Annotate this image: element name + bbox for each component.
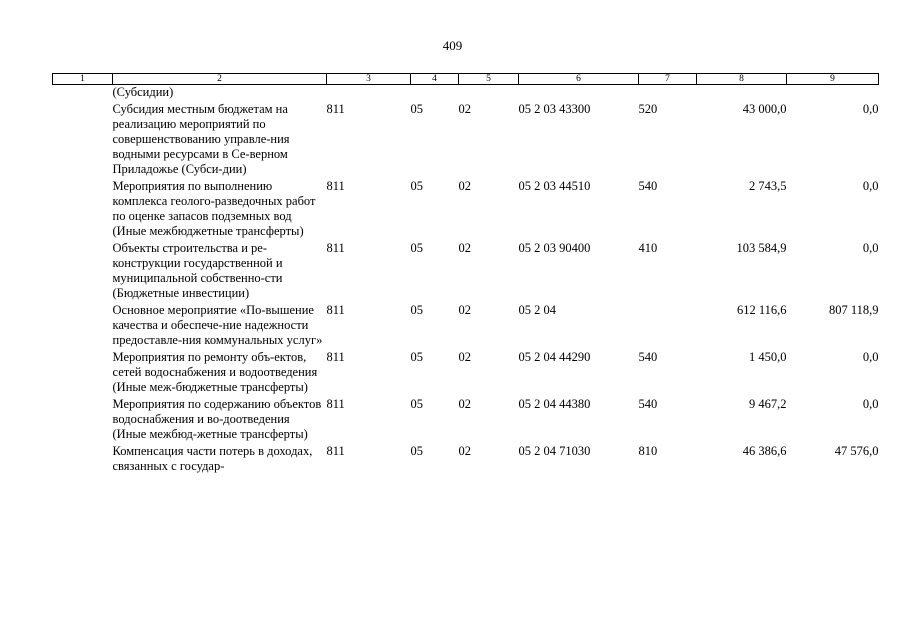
row-section: 05 xyxy=(410,241,423,255)
row-ministry-code: 811 xyxy=(326,350,345,364)
continuation-text: (Субсидии) xyxy=(112,85,174,99)
row-name: Субсидия местным бюджетам на реализацию мероприятий по совершенствованию управле-ния водными ресурсами в Се-верном Приладожье (Субси-дии) xyxy=(112,102,290,176)
row-name: Объекты строительства и ре-конструкции государственной и муниципальной собственно-сти (Бюджетные инвестиции) xyxy=(112,241,283,300)
table-row xyxy=(53,239,879,301)
row-subsection: 02 xyxy=(458,241,471,255)
row-amount-1: 43 000,0 xyxy=(742,102,787,116)
row-ministry-code: 811 xyxy=(326,102,345,116)
row-target-article: 05 2 04 44290 xyxy=(518,350,591,364)
row-name: Мероприятия по ремонту объ-ектов, сетей водоснабжения и водоотведения (Иные меж-бюджетные трансферты) xyxy=(112,350,318,394)
row-subsection: 02 xyxy=(458,350,471,364)
table-row xyxy=(53,442,879,474)
table-row xyxy=(53,348,879,395)
row-expense-type: 540 xyxy=(638,179,658,193)
row-ministry-code: 811 xyxy=(326,179,345,193)
row-target-article: 05 2 04 44380 xyxy=(518,397,591,411)
table-row xyxy=(53,301,879,348)
table-row xyxy=(53,177,879,239)
row-section: 05 xyxy=(410,397,423,411)
row-amount-2: 0,0 xyxy=(862,397,879,411)
row-amount-2: 807 118,9 xyxy=(828,303,879,317)
row-amount-2: 0,0 xyxy=(862,241,879,255)
row-target-article: 05 2 03 90400 xyxy=(518,241,591,255)
row-section: 05 xyxy=(410,303,423,317)
row-amount-1: 612 116,6 xyxy=(736,303,787,317)
row-subsection: 02 xyxy=(458,179,471,193)
header-col-4: 4 xyxy=(411,74,459,85)
row-target-article: 05 2 03 43300 xyxy=(518,102,591,116)
row-target-article: 05 2 04 xyxy=(518,303,556,317)
header-col-1: 1 xyxy=(53,74,113,85)
header-col-9: 9 xyxy=(787,74,879,85)
row-subsection: 02 xyxy=(458,303,471,317)
row-expense-type: 410 xyxy=(638,241,658,255)
row-amount-2: 0,0 xyxy=(862,179,879,193)
table-row xyxy=(53,395,879,442)
row-expense-type: 810 xyxy=(638,444,658,458)
header-col-2: 2 xyxy=(113,74,327,85)
row-expense-type xyxy=(639,301,697,348)
row-section: 05 xyxy=(410,179,423,193)
header-col-3: 3 xyxy=(327,74,411,85)
row-ministry-code: 811 xyxy=(326,397,345,411)
row-section: 05 xyxy=(410,444,423,458)
row-amount-2: 0,0 xyxy=(862,102,879,116)
header-col-6: 6 xyxy=(519,74,639,85)
header-col-5: 5 xyxy=(459,74,519,85)
row-section: 05 xyxy=(410,350,423,364)
row-amount-2: 0,0 xyxy=(862,350,879,364)
header-col-8: 8 xyxy=(697,74,787,85)
row-expense-type: 540 xyxy=(638,350,658,364)
row-section: 05 xyxy=(410,102,423,116)
row-target-article: 05 2 03 44510 xyxy=(518,179,591,193)
row-name: Основное мероприятие «По-вышение качества и обеспече-ние надежности предоставле-ния коммунальных услуг» xyxy=(112,303,323,347)
row-amount-1: 9 467,2 xyxy=(749,397,787,411)
row-ministry-code: 811 xyxy=(326,303,345,317)
row-amount-1: 103 584,9 xyxy=(736,241,787,255)
row-amount-2: 47 576,0 xyxy=(834,444,879,458)
header-row xyxy=(53,74,879,85)
table-row xyxy=(53,100,879,177)
row-name: Мероприятия по выполнению комплекса геолого-разведочных работ по оценке запасов подземных вод (Иные межбюджетные трансферты) xyxy=(112,179,316,238)
row-subsection: 02 xyxy=(458,102,471,116)
row-amount-1: 2 743,5 xyxy=(749,179,787,193)
row-name: Компенсация части потерь в доходах, связанных с государ- xyxy=(112,444,313,473)
row-ministry-code: 811 xyxy=(326,444,345,458)
row-amount-1: 1 450,0 xyxy=(749,350,787,364)
row-target-article: 05 2 04 71030 xyxy=(518,444,591,458)
row-ministry-code: 811 xyxy=(326,241,345,255)
budget-table xyxy=(52,73,879,474)
header-col-7: 7 xyxy=(639,74,697,85)
row-expense-type: 520 xyxy=(638,102,658,116)
page-number: 409 xyxy=(442,38,463,53)
row-subsection: 02 xyxy=(458,444,471,458)
row-subsection: 02 xyxy=(458,397,471,411)
row-name: Мероприятия по содержанию объектов водоснабжения и во-доотведения (Иные межбюд-жетные трансферты) xyxy=(112,397,322,441)
row-expense-type: 540 xyxy=(638,397,658,411)
row-amount-1: 46 386,6 xyxy=(742,444,787,458)
continuation-row xyxy=(53,85,879,101)
